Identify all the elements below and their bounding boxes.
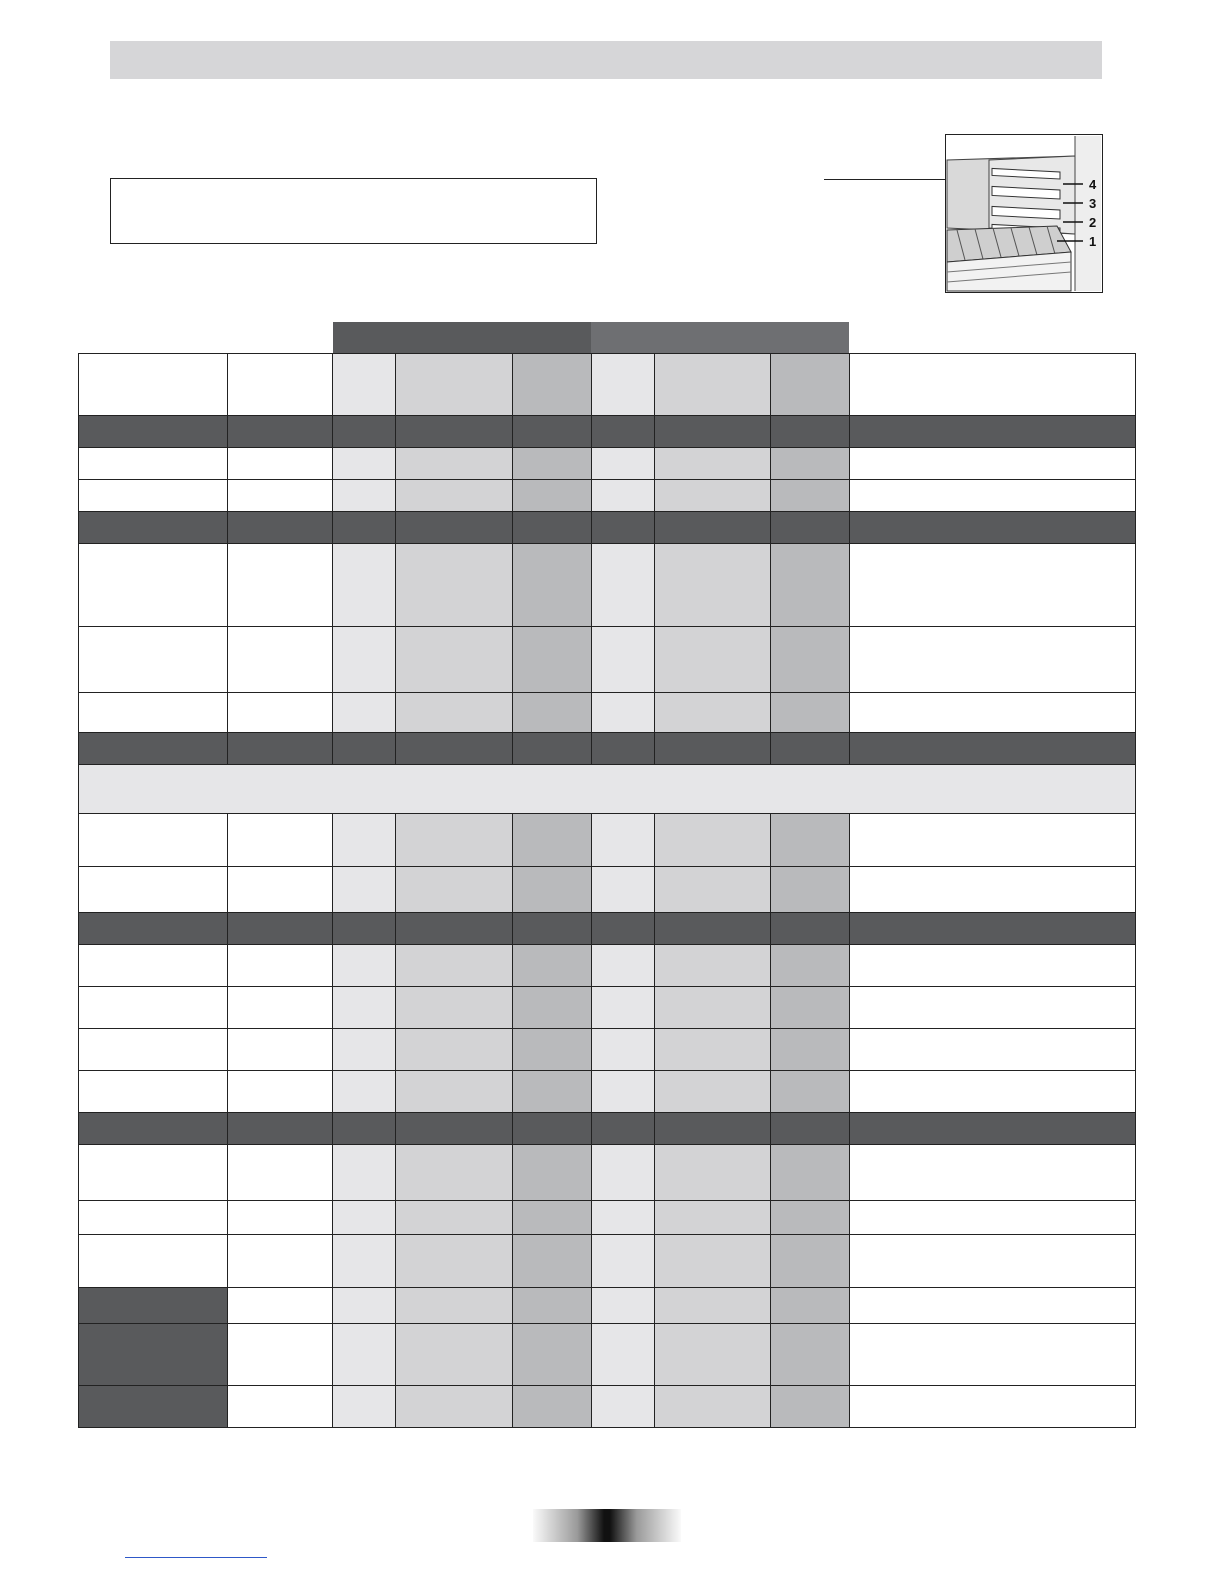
table-cell [333, 627, 396, 693]
table-cell [592, 448, 655, 480]
table-row [79, 1071, 1136, 1113]
table-cell [513, 1386, 592, 1428]
table-cell [228, 1201, 333, 1235]
table-row [79, 480, 1136, 512]
table-cell [79, 354, 228, 416]
table-cell [592, 1235, 655, 1288]
table-cell [655, 1324, 771, 1386]
table-cell [592, 913, 655, 945]
table-cell [592, 693, 655, 733]
table-cell [228, 913, 333, 945]
table-cell [228, 1113, 333, 1145]
table-cell [592, 1288, 655, 1324]
table-cell [850, 512, 1136, 544]
table-cell [771, 1386, 850, 1428]
table-cell [850, 1288, 1136, 1324]
table-cell [592, 945, 655, 987]
table-cell [850, 1235, 1136, 1288]
table-cell [592, 1386, 655, 1428]
table-row [79, 354, 1136, 416]
note-box [110, 178, 597, 244]
table-row [79, 448, 1136, 480]
table-cell [771, 1113, 850, 1145]
table-cell [333, 448, 396, 480]
table-cell [333, 1235, 396, 1288]
table-cell [850, 1113, 1136, 1145]
table-cell [228, 1029, 333, 1071]
table-cell [850, 733, 1136, 765]
table-cell [333, 1288, 396, 1324]
table-cell [333, 480, 396, 512]
table-cell [850, 945, 1136, 987]
table-cell [513, 1113, 592, 1145]
table-cell [592, 416, 655, 448]
table-cell [655, 512, 771, 544]
table-cell [333, 913, 396, 945]
table-cell [592, 1071, 655, 1113]
table-cell [655, 1113, 771, 1145]
table-cell [850, 1201, 1136, 1235]
cooking-table [78, 353, 1136, 1428]
page-title-bar [110, 41, 1102, 79]
table-cell [228, 1145, 333, 1201]
table-cell [850, 987, 1136, 1029]
table-cell [771, 987, 850, 1029]
table-cell [655, 416, 771, 448]
table-cell [333, 354, 396, 416]
table-cell [850, 1386, 1136, 1428]
table-row [79, 627, 1136, 693]
table-cell [771, 1235, 850, 1288]
table-cell [655, 1145, 771, 1201]
table-cell [771, 448, 850, 480]
table-cell [771, 1324, 850, 1386]
table-cell [771, 1201, 850, 1235]
table-cell [655, 945, 771, 987]
table-cell [396, 416, 513, 448]
table-cell [333, 987, 396, 1029]
table-cell [513, 512, 592, 544]
table-cell [513, 1029, 592, 1071]
table-cell [396, 1324, 513, 1386]
table-cell [396, 1071, 513, 1113]
table-cell [79, 448, 228, 480]
table-cell [592, 987, 655, 1029]
table-cell [513, 416, 592, 448]
table-cell [592, 512, 655, 544]
table-cell [396, 1145, 513, 1201]
table-cell [513, 1145, 592, 1201]
table-cell [396, 480, 513, 512]
table-cell [850, 867, 1136, 913]
table-cell [333, 1201, 396, 1235]
table-cell [513, 814, 592, 867]
table-cell [333, 1386, 396, 1428]
table-cell [79, 1235, 228, 1288]
table-cell [592, 354, 655, 416]
table-cell [79, 512, 228, 544]
table-cell [771, 416, 850, 448]
table-cell [79, 1113, 228, 1145]
table-cell [79, 733, 228, 765]
table-cell [771, 814, 850, 867]
table-cell [655, 814, 771, 867]
column-group-header-a [333, 322, 591, 353]
table-cell [655, 354, 771, 416]
diagram-pointer-line [824, 179, 950, 180]
table-cell [850, 448, 1136, 480]
table-row [79, 987, 1136, 1029]
table-cell [333, 1145, 396, 1201]
table-cell [655, 987, 771, 1029]
table-cell [228, 480, 333, 512]
table-cell [79, 814, 228, 867]
table-cell [228, 1324, 333, 1386]
table-cell [513, 913, 592, 945]
table-cell [333, 1324, 396, 1386]
table-cell [850, 354, 1136, 416]
table-cell [592, 1145, 655, 1201]
table-cell [396, 1029, 513, 1071]
table-cell [79, 1145, 228, 1201]
table-cell [396, 1113, 513, 1145]
table-cell [228, 627, 333, 693]
table-cell [513, 987, 592, 1029]
table-cell [396, 1288, 513, 1324]
table-cell [333, 867, 396, 913]
table-cell [396, 693, 513, 733]
table-cell [396, 1386, 513, 1428]
page-number-marker [533, 1509, 681, 1542]
table-row [79, 1029, 1136, 1071]
table-cell [771, 867, 850, 913]
table-cell [228, 1071, 333, 1113]
table-cell [513, 544, 592, 627]
table-row [79, 1288, 1136, 1324]
shelf-label-4: 4 [1089, 177, 1097, 192]
table-cell [79, 913, 228, 945]
table-cell [396, 354, 513, 416]
shelf-label-3: 3 [1089, 196, 1097, 211]
table-cell [79, 1071, 228, 1113]
table-cell [655, 1288, 771, 1324]
table-cell [513, 1235, 592, 1288]
table-cell [228, 448, 333, 480]
table-cell [850, 1145, 1136, 1201]
table-cell [228, 1386, 333, 1428]
table-cell [333, 733, 396, 765]
table-cell [228, 544, 333, 627]
table-cell [513, 627, 592, 693]
table-cell [228, 693, 333, 733]
table-cell [513, 1288, 592, 1324]
table-cell [228, 814, 333, 867]
column-group-header-b [591, 322, 849, 353]
table-cell [396, 733, 513, 765]
table-section-row [79, 1113, 1136, 1145]
table-cell [850, 416, 1136, 448]
table-cell [655, 913, 771, 945]
table-cell [655, 693, 771, 733]
table-cell [513, 448, 592, 480]
table-cell [771, 1071, 850, 1113]
table-cell [513, 693, 592, 733]
table-note-cell [79, 765, 1136, 814]
table-section-row [79, 913, 1136, 945]
oven-shelf-diagram [945, 134, 1103, 293]
table-cell [513, 1071, 592, 1113]
table-section-row [79, 416, 1136, 448]
table-cell [228, 1235, 333, 1288]
table-row [79, 1201, 1136, 1235]
table-row [79, 1386, 1136, 1428]
table-cell [592, 1324, 655, 1386]
table-cell [771, 733, 850, 765]
table-cell [771, 913, 850, 945]
table-cell [513, 354, 592, 416]
table-cell [333, 1029, 396, 1071]
table-cell [228, 945, 333, 987]
table-cell [79, 1324, 228, 1386]
table-cell [771, 693, 850, 733]
table-cell [655, 1235, 771, 1288]
table-row [79, 945, 1136, 987]
table-cell [79, 544, 228, 627]
table-cell [79, 1288, 228, 1324]
table-cell [228, 867, 333, 913]
table-cell [79, 867, 228, 913]
table-cell [592, 544, 655, 627]
table-cell [771, 480, 850, 512]
table-cell [228, 987, 333, 1029]
table-cell [396, 814, 513, 867]
table-cell [333, 814, 396, 867]
table-cell [396, 1235, 513, 1288]
table-cell [771, 945, 850, 987]
table-cell [228, 1288, 333, 1324]
table-cell [850, 693, 1136, 733]
table-cell [333, 1071, 396, 1113]
table-cell [592, 814, 655, 867]
table-cell [396, 448, 513, 480]
table-cell [850, 814, 1136, 867]
table-cell [655, 1029, 771, 1071]
table-cell [396, 867, 513, 913]
table-cell [850, 480, 1136, 512]
table-cell [228, 512, 333, 544]
table-cell [396, 913, 513, 945]
shelf-label-2: 2 [1089, 215, 1097, 230]
table-cell [850, 627, 1136, 693]
table-cell [655, 867, 771, 913]
table-cell [79, 1386, 228, 1428]
table-cell [771, 354, 850, 416]
table-cell [333, 512, 396, 544]
table-cell [850, 913, 1136, 945]
table-cell [396, 1201, 513, 1235]
table-cell [592, 1201, 655, 1235]
table-cell [333, 693, 396, 733]
table-row [79, 1235, 1136, 1288]
table-cell [333, 544, 396, 627]
table-row [79, 1145, 1136, 1201]
table-cell [513, 1201, 592, 1235]
table-cell [655, 1201, 771, 1235]
table-row [79, 1324, 1136, 1386]
table-cell [592, 867, 655, 913]
table-cell [79, 1029, 228, 1071]
table-cell [333, 945, 396, 987]
table-cell [513, 480, 592, 512]
table-cell [655, 1071, 771, 1113]
table-cell [655, 627, 771, 693]
table-cell [228, 733, 333, 765]
table-section-row [79, 733, 1136, 765]
table-cell [396, 945, 513, 987]
table-row [79, 544, 1136, 627]
table-section-row [79, 512, 1136, 544]
table-cell [850, 1071, 1136, 1113]
table-cell [655, 1386, 771, 1428]
table-cell [771, 627, 850, 693]
table-cell [850, 544, 1136, 627]
table-cell [771, 1145, 850, 1201]
table-cell [513, 733, 592, 765]
table-cell [513, 945, 592, 987]
table-cell [79, 987, 228, 1029]
table-cell [850, 1029, 1136, 1071]
table-cell [592, 733, 655, 765]
shelf-label-1: 1 [1089, 234, 1097, 249]
table-cell [592, 1029, 655, 1071]
table-cell [79, 1201, 228, 1235]
table-cell [228, 416, 333, 448]
table-cell [396, 987, 513, 1029]
table-cell [655, 733, 771, 765]
table-cell [655, 480, 771, 512]
table-cell [592, 627, 655, 693]
table-cell [771, 512, 850, 544]
table-cell [396, 512, 513, 544]
table-row [79, 693, 1136, 733]
table-cell [771, 1288, 850, 1324]
table-cell [592, 1113, 655, 1145]
table-cell [396, 627, 513, 693]
table-cell [850, 1324, 1136, 1386]
table-row [79, 814, 1136, 867]
table-cell [228, 354, 333, 416]
table-cell [79, 627, 228, 693]
table-cell [79, 945, 228, 987]
table-cell [79, 416, 228, 448]
table-cell [79, 480, 228, 512]
table-cell [771, 1029, 850, 1071]
footer-link-underline [125, 1557, 267, 1558]
table-cell [513, 1324, 592, 1386]
table-cell [592, 480, 655, 512]
table-note-row [79, 765, 1136, 814]
table-cell [333, 416, 396, 448]
table-cell [655, 448, 771, 480]
table-cell [333, 1113, 396, 1145]
table-cell [771, 544, 850, 627]
table-cell [396, 544, 513, 627]
table-cell [79, 693, 228, 733]
table-cell [513, 867, 592, 913]
table-cell [655, 544, 771, 627]
table-row [79, 867, 1136, 913]
